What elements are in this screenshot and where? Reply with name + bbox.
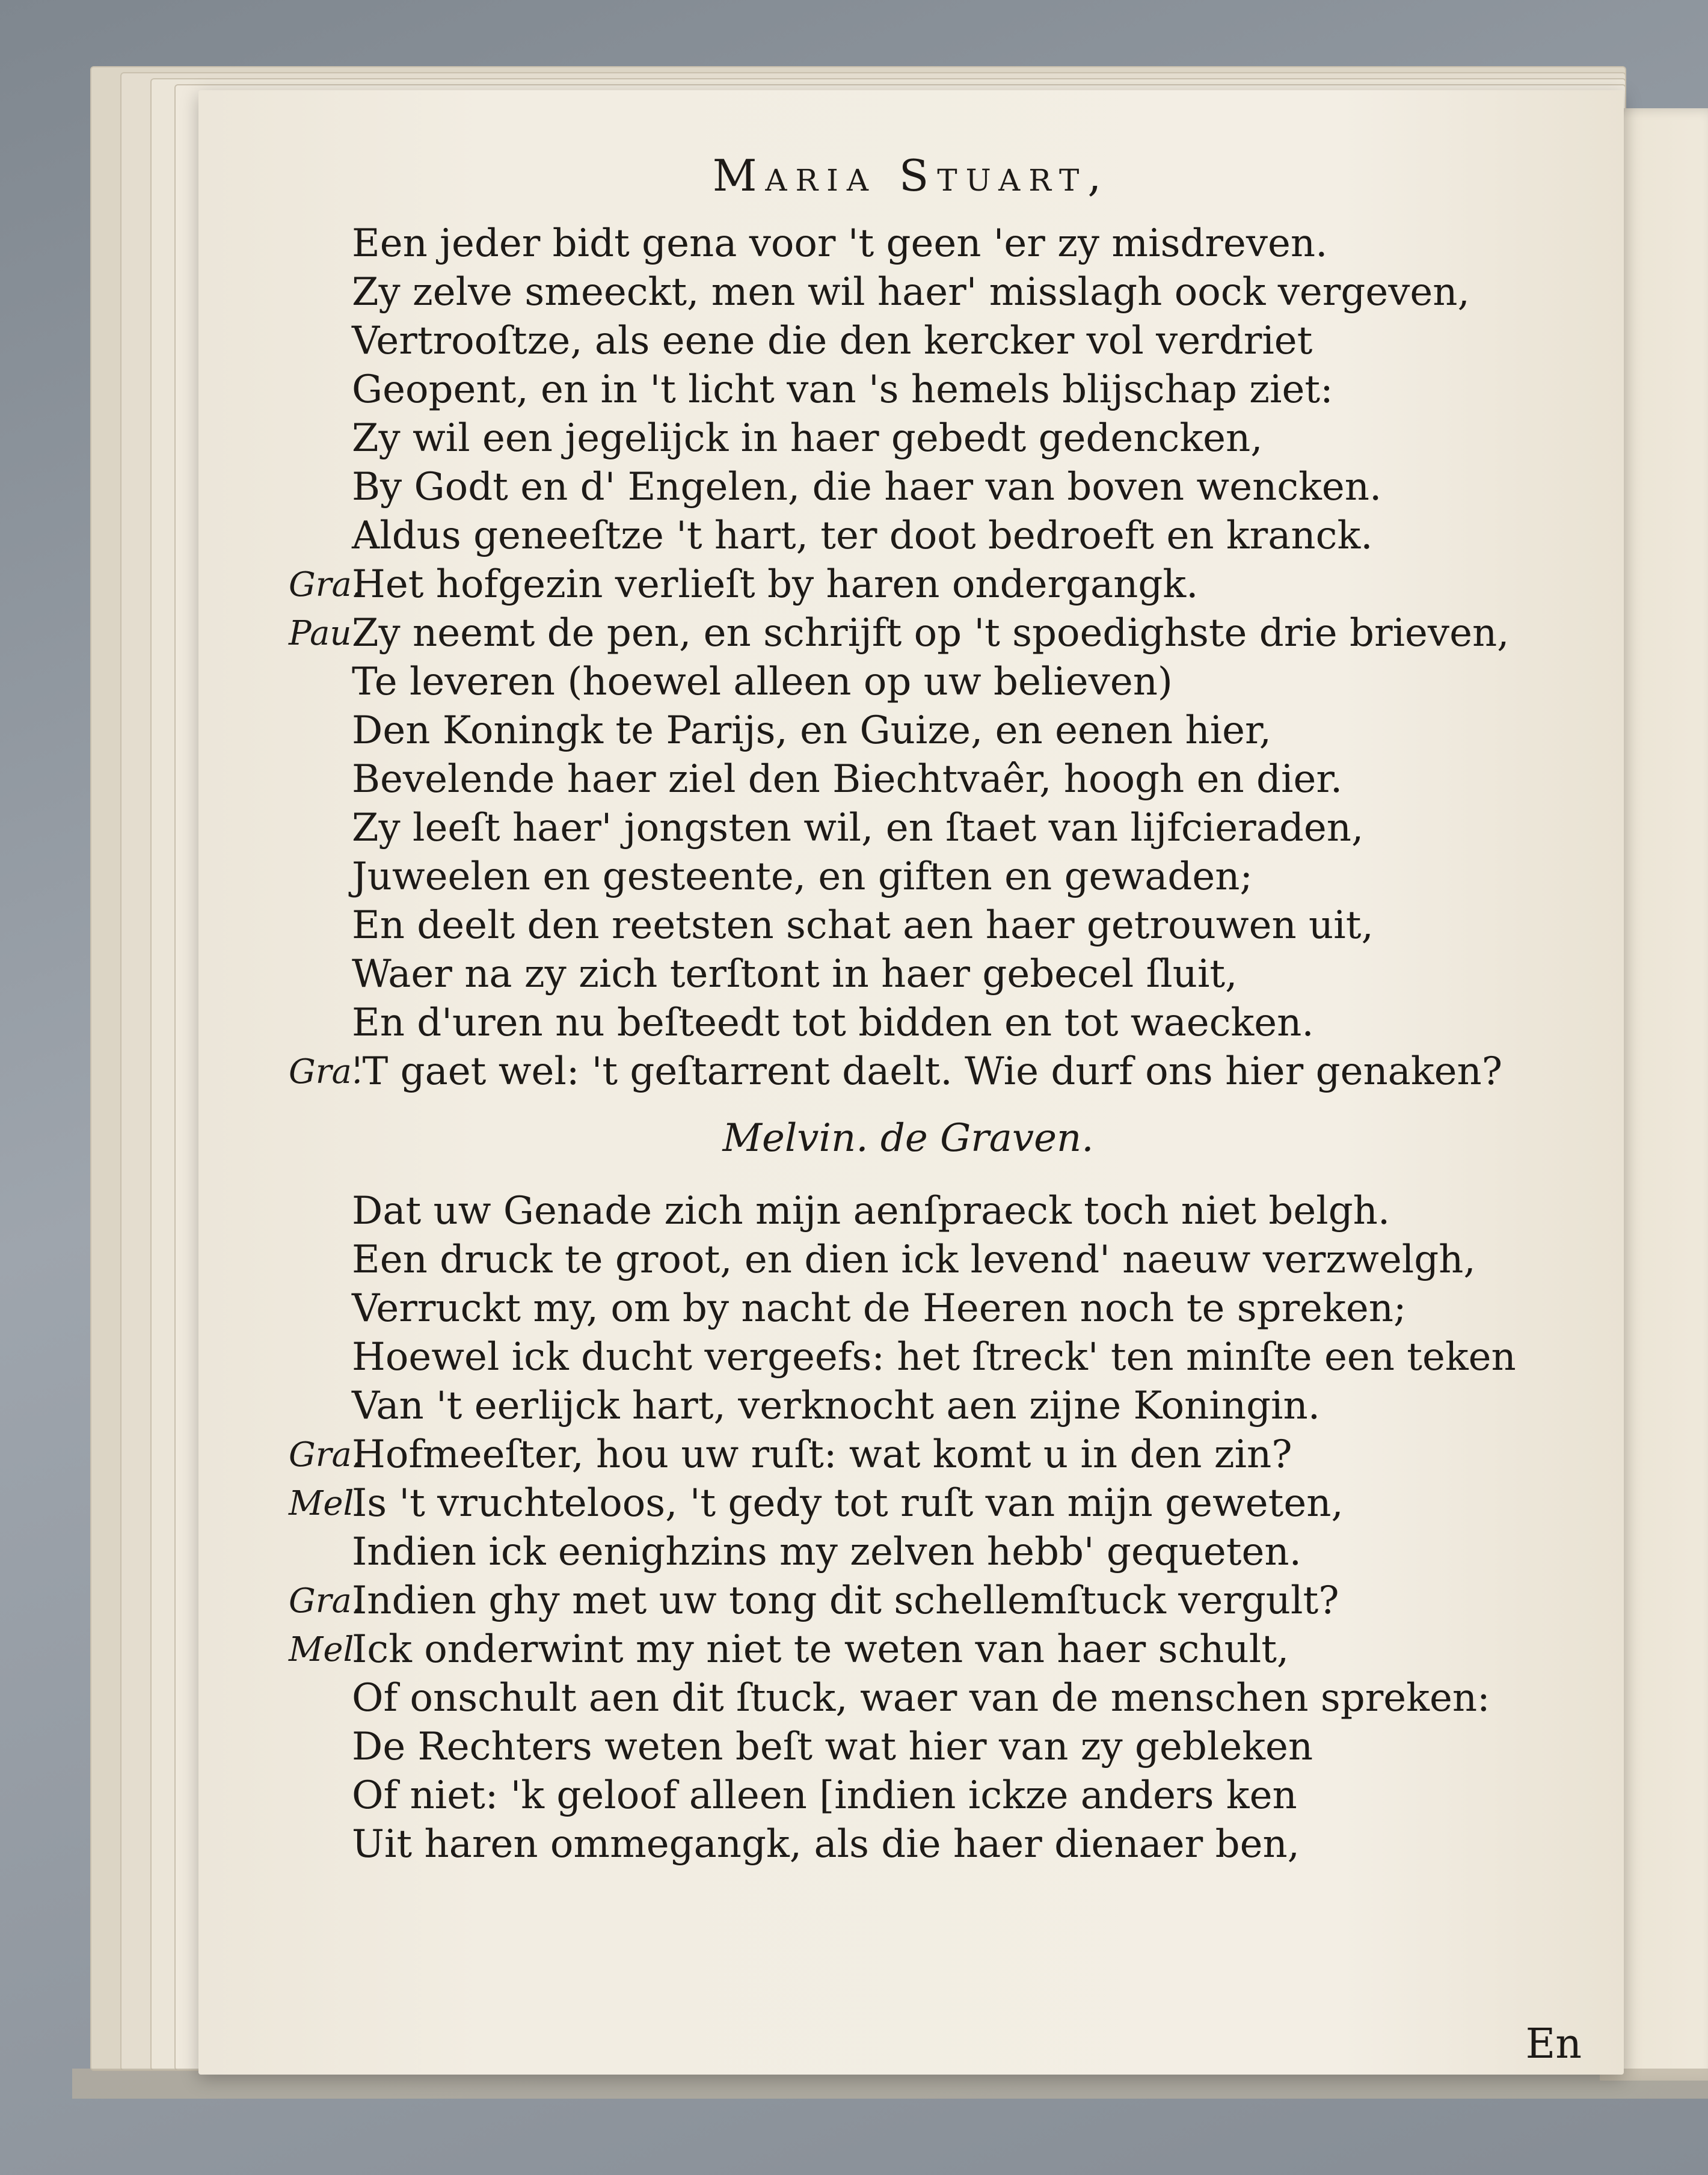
verse-text: By Godt en d' Engelen, die haer van boven wencken.	[352, 465, 1382, 509]
verse-line	[198, 1333, 1582, 1382]
verse-line	[198, 658, 1582, 707]
verse-line	[198, 707, 1582, 755]
verse-line	[198, 755, 1582, 804]
verse-line	[198, 1528, 1582, 1577]
verse-line	[198, 268, 1582, 317]
verse-text: Hofmeeſter, hou uw ruſt: wat komt u in den zin?	[352, 1432, 1292, 1477]
verse-text: En deelt den reetsten schat aen haer getrouwen uit,	[352, 903, 1374, 948]
verse-line	[198, 1048, 1582, 1096]
verse-line	[198, 853, 1582, 901]
verse-line	[198, 804, 1582, 853]
verse-line	[198, 609, 1582, 658]
verse-text: Een jeder bidt gena voor 't geen 'er zy misdreven.	[352, 221, 1328, 266]
verse-line	[198, 512, 1582, 560]
verse-text: Zy zelve smeeckt, men wil haer' misslagh oock vergeven,	[352, 270, 1470, 314]
verse-text: Uit haren ommegangk, als die haer dienaer ben,	[352, 1822, 1300, 1867]
verse-text: Geopent, en in 't licht van 's hemels blijschap ziet:	[352, 367, 1333, 412]
verse-text: Verruckt my, om by nacht de Heeren noch te spreken;	[352, 1286, 1407, 1331]
verse-text: Ick onderwint my niet te weten van haer schult,	[352, 1627, 1289, 1672]
verse-text: Indien ick eenighzins my zelven hebb' gequeten.	[352, 1530, 1301, 1574]
verse-text: Zy wil een jegelijck in haer gebedt gedencken,	[352, 416, 1263, 461]
verse-text: Waer na zy zich terſtont in haer gebecel ſluit,	[352, 952, 1238, 996]
verse-text: Bevelende haer ziel den Biechtvaêr, hoogh en dier.	[352, 757, 1343, 802]
verse-text: En d'uren nu beſteedt tot bidden en tot waecken.	[352, 1001, 1314, 1045]
verse-line	[198, 1820, 1582, 1869]
verse-line	[198, 1479, 1582, 1528]
verse-text: De Rechters weten beſt wat hier van zy gebleken	[352, 1725, 1313, 1769]
verse-text: Of niet: 'k geloof alleen [indien ickze anders ken	[352, 1773, 1297, 1818]
verse-text: Te leveren (hoewel alleen op uw believen)	[352, 660, 1173, 704]
verse-line	[198, 560, 1582, 609]
page-text	[198, 219, 1582, 1869]
verse-line	[198, 366, 1582, 414]
verse-line	[198, 1431, 1582, 1479]
verse-text: Vertrooſtze, als eene die den kercker vol verdriet	[352, 319, 1313, 363]
speaker-label: Gra.	[289, 1581, 363, 1621]
verse-text: Van 't eerlijck hart, verknocht aen zijne Koningin.	[352, 1384, 1321, 1428]
verse-line	[198, 1236, 1582, 1284]
scene-heading: Melvin. de Graven.	[722, 1116, 1094, 1161]
verse-block-1	[198, 219, 1582, 1096]
verse-line	[198, 414, 1582, 463]
speaker-label: Pau.	[289, 614, 363, 653]
verse-line	[198, 901, 1582, 950]
verse-line	[198, 1284, 1582, 1333]
speaker-label: Gra.	[289, 1435, 363, 1474]
book-page	[198, 90, 1624, 2075]
verse-block-2	[198, 1187, 1582, 1869]
speaker-label: Mel.	[289, 1630, 365, 1669]
verse-line	[198, 1382, 1582, 1431]
verse-text: Zy leeſt haer' jongsten wil, en ſtaet van lijfcieraden,	[352, 806, 1364, 850]
verse-line	[198, 1625, 1582, 1674]
verse-line	[198, 999, 1582, 1048]
verse-line	[198, 1187, 1582, 1236]
verse-line	[198, 950, 1582, 999]
verse-text: Is 't vruchteloos, 't gedy tot ruſt van mijn geweten,	[352, 1481, 1344, 1526]
verse-text: Of onschult aen dit ſtuck, waer van de menschen spreken:	[352, 1676, 1490, 1720]
verse-line	[198, 463, 1582, 512]
verse-text: Het hofgezin verlieſt by haren ondergangk.	[352, 562, 1199, 607]
verse-text: Dat uw Genade zich mijn aenſpraeck toch niet belgh.	[352, 1189, 1390, 1233]
verse-text: Een druck te groot, en dien ick levend' naeuw verzwelgh,	[352, 1238, 1476, 1282]
verse-text: Hoewel ick ducht vergeefs: het ſtreck' ten minſte een teken	[352, 1335, 1516, 1379]
verse-text: 'T gaet wel: 't geſtarrent daelt. Wie durf ons hier genaken?	[352, 1049, 1502, 1094]
verse-line	[198, 1723, 1582, 1772]
catchword: En	[1525, 2020, 1582, 2068]
speaker-label: Mel.	[289, 1484, 365, 1523]
speaker-label: Gra.	[289, 1052, 363, 1091]
verse-line	[198, 219, 1582, 268]
running-header: Maria Stuart,	[712, 150, 1110, 201]
verse-text: Indien ghy met uw tong dit schellemſtuck vergult?	[352, 1578, 1339, 1623]
speaker-label: Gra.	[289, 565, 363, 604]
verse-line	[198, 317, 1582, 366]
verse-line	[198, 1577, 1582, 1625]
verse-text: Den Koningk te Parijs, en Guize, en eenen hier,	[352, 708, 1271, 753]
verse-line	[198, 1674, 1582, 1723]
verse-text: Zy neemt de pen, en schrijft op 't spoedighste drie brieven,	[352, 611, 1510, 655]
verse-text: Aldus geneeſtze 't hart, ter doot bedroeft en kranck.	[352, 514, 1373, 558]
verse-line	[198, 1772, 1582, 1820]
verse-text: Juweelen en gesteente, en giften en gewaden;	[352, 854, 1253, 899]
